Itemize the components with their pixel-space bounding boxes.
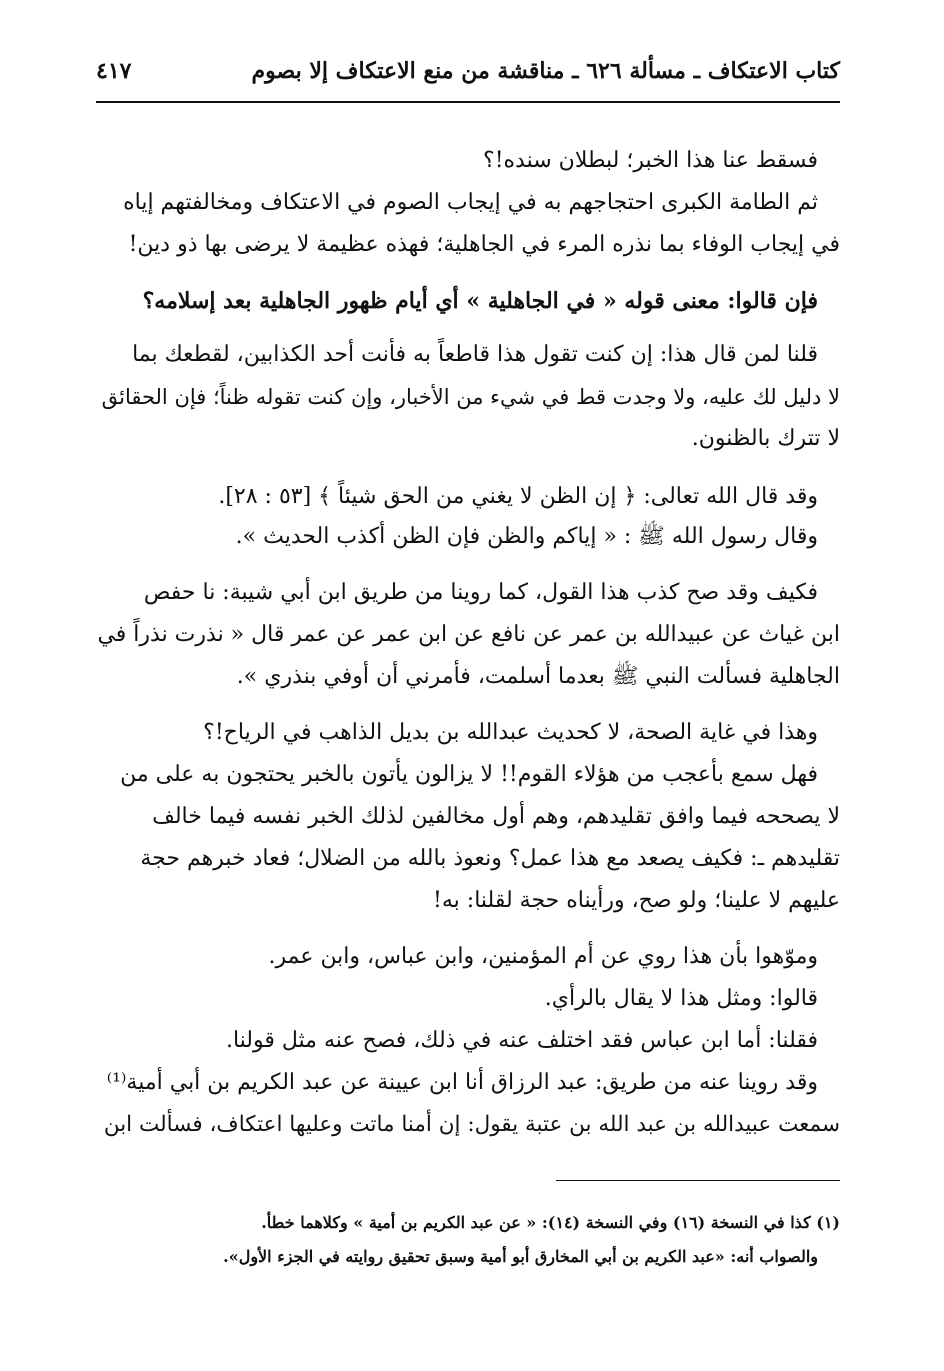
text-line: فسقط عنا هذا الخبر؛ لبطلان سنده!؟ <box>483 148 818 173</box>
page-number: ٤١٧ <box>96 58 132 84</box>
quran-citation-line: وقد قال الله تعالى: ﴿ إن الظن لا يغني من الحق شيئاً ﴾ [٥٣ : ٢٨]. <box>218 484 818 509</box>
footnote-rule <box>556 1180 840 1181</box>
text-line: في إيجاب الوفاء بما نذره المرء في الجاهلية؛ فهذه عظيمة لا يرضى بها ذو دين! <box>128 232 840 257</box>
hadith-citation-line: وقال رسول الله ﷺ : « إياكم والظن فإن الظن أكذب الحديث ». <box>235 524 818 549</box>
footnote-line: (١) كذا في النسخة (١٦) وفي النسخة (١٤): « عن عبد الكريم بن أمية » وكلاهما خطأ. <box>261 1213 840 1232</box>
text-line: فكيف وقد صح كذب هذا القول، كما روينا من طريق ابن أبي شيبة: نا حفص <box>143 580 818 605</box>
text-line: وموّهوا بأن هذا روي عن أم المؤمنين، وابن عباس، وابن عمر. <box>268 944 818 969</box>
text-line: عليهم لا علينا؛ ولو صح، ورأيناه حجة لقلنا: به! <box>433 888 840 913</box>
text-line: فقلنا: أما ابن عباس فقد اختلف عنه في ذلك، فصح عنه مثل قولنا. <box>225 1028 818 1053</box>
text-line: قالوا: ومثل هذا لا يقال بالرأي. <box>544 986 818 1011</box>
text-line: تقليدهم ـ: فكيف يصعد مع هذا عمل؟ ونعوذ بالله من الضلال؛ فعاد خبرهم حجة <box>140 846 840 871</box>
header-title: كتاب الاعتكاف ـ مسألة ٦٢٦ ـ مناقشة من منع الاعتكاف إلا بصوم <box>251 58 840 84</box>
text-line: لا تترك بالظنون. <box>691 426 840 451</box>
text-line: قلنا لمن قال هذا: إن كنت تقول هذا قاطعاً به فأنت أحد الكذابين، لقطعك بما <box>132 342 818 367</box>
header-rule <box>96 101 840 103</box>
text-line: الجاهلية فسألت النبي ﷺ بعدما أسلمت، فأمرني أن أوفي بنذري ». <box>236 664 840 689</box>
text-line: فإن قالوا: معنى قوله « في الجاهلية » أي أيام ظهور الجاهلية بعد إسلامه؟ <box>142 288 818 314</box>
text-line: فهل سمع بأعجب من هؤلاء القوم!! لا يزالون يأتون بالخبر يحتجون به على من <box>120 762 818 787</box>
text-line: لا يصححه فيما وافق تقليدهم، وهم أول مخالفين لذلك الخبر نفسه فيما خالف <box>152 804 840 829</box>
text-line: ابن غياث عن عبيدالله بن عمر عن نافع عن ابن عمر عن عمر قال « نذرت نذراً في <box>97 622 840 647</box>
text-line: وهذا في غاية الصحة، لا كحديث عبدالله بن بديل الذاهب في الرياح!؟ <box>203 720 818 745</box>
text-line: ثم الطامة الكبرى احتجاجهم به في إيجاب الصوم في الاعتكاف ومخالفتهم إياه <box>123 190 818 215</box>
text-line: وقد روينا عنه من طريق: عبد الرزاق أنا ابن عيينة عن عبد الكريم بن أبي أمية⁽¹⁾ <box>106 1070 818 1095</box>
text-line: لا دليل لك عليه، ولا وجدت قط في شيء من الأخبار، وإن كنت تقوله ظناً؛ فإن الحقائق <box>101 385 840 409</box>
footnote-line: والصواب أنه: «عبد الكريم بن أبي المخارق أبو أمية وسبق تحقيق روايته في الجزء الأول». <box>223 1247 818 1266</box>
text-line: سمعت عبيدالله بن عبد الله بن عتبة يقول: إن أمنا ماتت وعليها اعتكاف، فسألت ابن <box>103 1112 840 1137</box>
running-header <box>96 58 840 94</box>
